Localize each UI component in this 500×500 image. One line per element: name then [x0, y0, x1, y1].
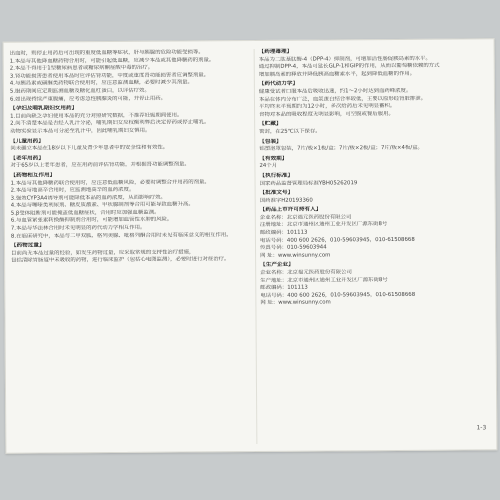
package-insert-sheet — [3, 38, 498, 453]
section — [259, 137, 487, 154]
section — [259, 154, 487, 171]
text-line: 本品为二肽基肽酶-4（DPP-4）抑制剂，可增加活性肠促胰岛素的水平。 — [258, 55, 431, 63]
text-line: 7.本品与华法林合用时未见明显的药代动力学相互作用。 — [10, 224, 146, 232]
text-line: 生产地址：北京市通州区通州工业开发区广源东街8号 — [260, 276, 388, 284]
text-line: 4.与胰岛素或磺脲类药物联合使用时，应注意监测血糖，必要时减少其剂量。 — [9, 79, 193, 88]
section — [260, 188, 488, 205]
text-line: 2.本品不得用于1型糖尿病患者或糖尿病酮症酸中毒的治疗。 — [9, 64, 154, 72]
section-heading: 【孕妇及哺乳期妇女用药】 — [10, 105, 78, 112]
text-line: 2.尚不清楚本品是否经人乳汁分泌，哺乳期妇女应权衡利弊后决定停药或停止哺乳。 — [10, 119, 210, 128]
section — [10, 154, 253, 171]
text-line: 通过抑制DPP-4，本品可延长GLP-1和GIP的作用，从而以葡萄糖依赖的方式 — [258, 62, 440, 71]
text-line: 1.本品与其他降血糖药物合用时，可能引起低血糖，应减少本品或其他降糖药的剂量。 — [9, 56, 215, 65]
text-line: 食物对本品的吸收程度无明显影响，可空腹或餐后服用。 — [259, 110, 394, 118]
section-heading: 【药品上市许可持有人】 — [259, 206, 322, 214]
right-column — [259, 45, 489, 308]
text-line: 电话号码：400 600 2626，010-59603945，010-61508668 — [260, 291, 416, 299]
section-heading: 【生产企业】 — [260, 262, 294, 269]
section-heading: 【儿童用药】 — [10, 137, 44, 145]
text-line: 6.与血管紧张素转换酶抑制剂合用时，可能增加血管性水肿的风险。 — [10, 217, 173, 225]
section — [259, 120, 487, 137]
section-heading: 【贮藏】 — [259, 121, 282, 128]
left-column — [10, 47, 255, 266]
text-line: 网 址：www.winsunny.com — [260, 252, 331, 259]
text-line: 包括清除胃肠道中未吸收的药物，进行临床监护（包括心电图监测），必要时进行对症治疗。 — [11, 256, 230, 265]
section — [259, 47, 487, 79]
text-line: 8.在临床研究中，本品与二甲双胍、格列美脲、吡格列酮合用时未见有临床意义的相互作用。 — [10, 231, 232, 240]
section — [11, 241, 254, 265]
text-line: 国家药品监督管理局标准YBH05262019 — [259, 179, 358, 187]
text-line: 动物实验显示本品可分泌至乳汁中，因此哺乳期妇女慎用。 — [10, 127, 151, 135]
text-line: 平均终末半衰期约为12小时，多次给药后未见明显蓄积。 — [259, 103, 396, 111]
section — [260, 261, 488, 308]
section-heading: 【老年用药】 — [10, 155, 44, 162]
text-line: 3.强效CYP3A4诱导剂可能降低本品的血药浓度，从而影响疗效。 — [10, 194, 166, 202]
text-line: 1.目前尚缺乏孕妇使用本品的充分对照研究数据，不推荐妊娠期间使用。 — [10, 112, 183, 120]
text-line: 2.本品与地高辛合用时，应监测地高辛的血药浓度。 — [10, 186, 135, 194]
section-heading: 【有效期】 — [259, 155, 288, 162]
text-line: 邮政编码：101113 — [260, 284, 308, 292]
section-heading: 【包装】 — [259, 138, 282, 145]
section — [260, 206, 488, 261]
section-heading: 【批准文号】 — [259, 189, 294, 197]
text-line: 24个月 — [259, 163, 278, 170]
text-line: 4.本品与噻嗪类利尿剂、糖皮质激素、甲状腺制剂等合用可能导致血糖升高。 — [10, 201, 194, 209]
text-line: 电话号码：400 600 2626，010-59603945，010-61508668 — [259, 236, 415, 244]
page-number: 1-3 — [476, 424, 487, 432]
text-line: 网 址：www.winsunny.com — [260, 299, 331, 307]
section — [10, 104, 253, 136]
section-heading: 【执行标准】 — [259, 172, 294, 179]
text-line: 目前尚无本品过量的经验，如发生药物过量，应采取常规的支持性治疗措施， — [11, 249, 195, 257]
column-divider — [254, 49, 258, 444]
text-line: 传真号码：010-59603944 — [259, 244, 327, 252]
text-line: 国药准字H20193360 — [259, 197, 313, 204]
text-line: 5.服药期间应定期监测血糖及糖化血红蛋白，以评估疗效。 — [9, 87, 150, 95]
text-line: 增加胰岛素的释放并降低胰高血糖素水平，起到降低血糖的作用。 — [258, 70, 416, 78]
section — [10, 137, 253, 154]
text-line: 对于65岁以上老年患者，应在用药前评估肾功能，并根据肾功能调整剂量。 — [10, 161, 190, 169]
text-line: 出血时，则停止用药后可出现的重度低血糖等症状，肝与胰腺的危险功能受损等。 — [9, 49, 204, 57]
text-line: 1.本品与其他降糖药联合使用时，应注意低血糖风险，必要时调整合并用药的剂量。 — [10, 178, 210, 187]
section — [10, 171, 253, 241]
section — [259, 80, 487, 120]
text-line: 企业名称：北京福元医药股份有限公司 — [260, 269, 352, 276]
text-line: 3.肾功能损害患者使用本品时应评估肾功能，中度或重度肾功能损害者应调整剂量。 — [9, 72, 210, 80]
text-line: 邮政编码：101113 — [259, 229, 308, 236]
section — [259, 171, 487, 188]
text-line: 6.如出现持续严重腹痛，应考虑急性胰腺炎的可能，并停止用药。 — [9, 95, 167, 103]
text-line: 铝塑泡罩包装，7片/板×1板/盒；7片/板×2板/盒；7片/板×4板/盒。 — [259, 144, 423, 153]
section-heading: 【药理毒理】 — [258, 48, 293, 55]
text-line: 本品在体内分布广泛，血浆蛋白结合率较低，主要以原形经肾脏排泄。 — [258, 95, 427, 103]
section-heading: 【药代动力学】 — [258, 81, 299, 88]
text-line: 密封，在25℃以下保存。 — [259, 128, 321, 135]
text-line: 尚未确立本品在18岁以下儿童及青少年患者中的安全性和有效性。 — [10, 144, 169, 152]
section — [10, 49, 253, 104]
section-heading: 【药物过量】 — [10, 242, 45, 249]
section-heading: 【药物相互作用】 — [10, 172, 56, 179]
text-line: 5.β受体阻断剂可能掩盖低血糖症状，合用时应加强血糖监测。 — [10, 209, 160, 217]
text-line: 健康受试者口服本品后吸收迅速，约1～2小时达到血药峰浓度。 — [258, 87, 412, 95]
text-line: 注册地址：北京市通州区通州工业开发区广源东街8号 — [259, 221, 388, 229]
text-line: 企业名称：北京福元医药股份有限公司 — [259, 214, 352, 221]
